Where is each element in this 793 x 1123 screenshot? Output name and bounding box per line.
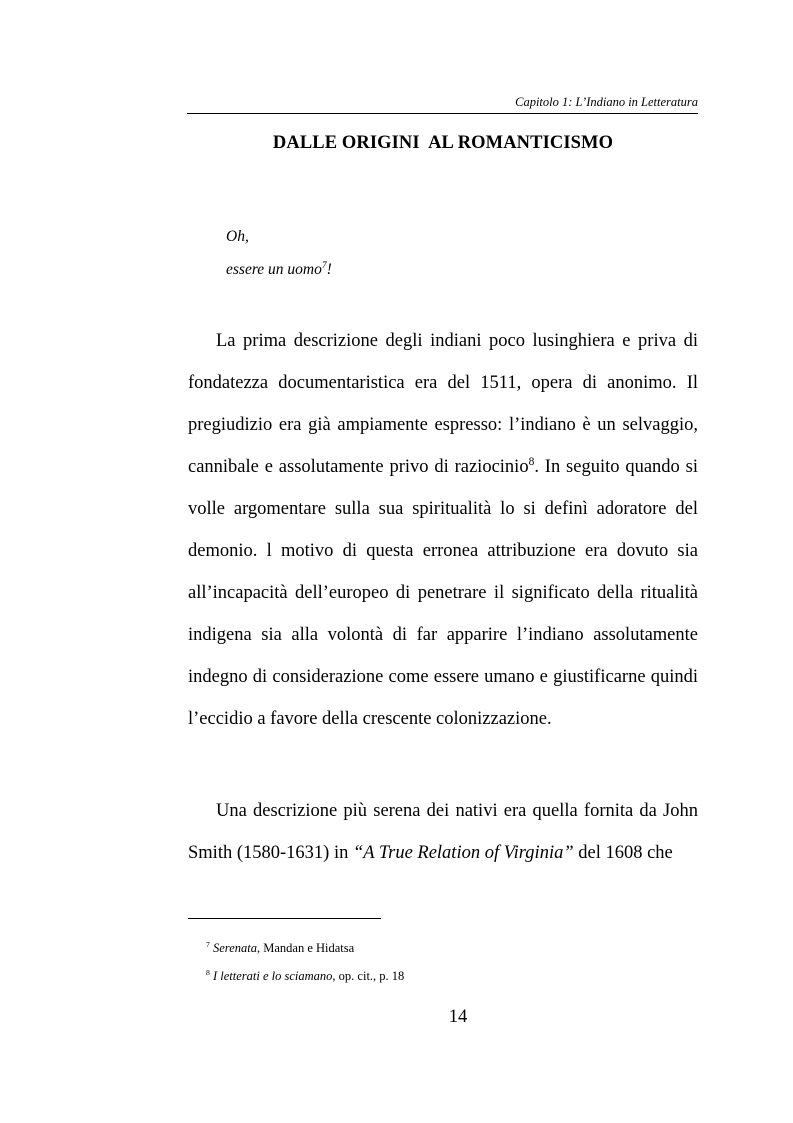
paragraph-2-text-b: del 1608 che bbox=[573, 843, 673, 863]
epigraph-text: essere un uomo bbox=[226, 261, 322, 278]
footnote-ref-7: 7 bbox=[321, 259, 327, 271]
footnote-7 bbox=[206, 940, 354, 956]
paragraph-1 bbox=[188, 320, 698, 740]
footnote-title: I letterati e lo sciamano bbox=[213, 969, 333, 983]
footnote-number: 8 bbox=[206, 967, 210, 977]
chapter-title: DALLE ORIGINI AL ROMANTICISMO bbox=[272, 133, 614, 153]
footnote-number: 7 bbox=[206, 939, 210, 949]
running-header: Capitolo 1: L’Indiano in Letteratura bbox=[515, 95, 698, 109]
footnote-text: , Mandan e Hidatsa bbox=[256, 941, 355, 955]
paragraph-2-text-a: Una descrizione più serena dei nativi era quella fornita da John Smith (1580-1631) in bbox=[188, 801, 698, 863]
footnote-text: , op. cit., p. 18 bbox=[332, 969, 405, 983]
header-rule bbox=[187, 113, 698, 114]
page-number: 14 bbox=[448, 1007, 468, 1027]
footnote-rule bbox=[188, 918, 381, 919]
paragraph-1-text-b: . In seguito quando si volle argomentare sulla sua spiritualità lo si definì adoratore del demonio. l motivo di questa erronea attribuzione era dovuto sia all’incapacità dell’europeo di penetrare il significato della ritualità indigena sia alla volontà di far apparire l’indiano assolutamente indegno di considerazione come essere umano e giustificarne quindi l’eccidio a favore della crescente colonizzazione. bbox=[188, 457, 699, 729]
paragraph-1-text-a: La prima descrizione degli indiani poco lusinghiera e priva di fondatezza documentaristica era del 1511, opera di anonimo. Il pregiudizio era già ampiamente espresso: l’indiano è un selvaggio, cannibale e assolutamente privo di raziocinio bbox=[188, 331, 698, 477]
paragraph-2 bbox=[188, 790, 698, 874]
epigraph-tail: ! bbox=[326, 261, 332, 278]
epigraph-line-2 bbox=[226, 260, 332, 280]
footnote-ref-8: 8 bbox=[528, 455, 535, 468]
work-title: “A True Relation of Virginia” bbox=[352, 843, 574, 863]
footnote-8 bbox=[206, 968, 404, 984]
epigraph-line-1: Oh, bbox=[226, 228, 249, 245]
footnote-title: Serenata bbox=[213, 941, 257, 955]
